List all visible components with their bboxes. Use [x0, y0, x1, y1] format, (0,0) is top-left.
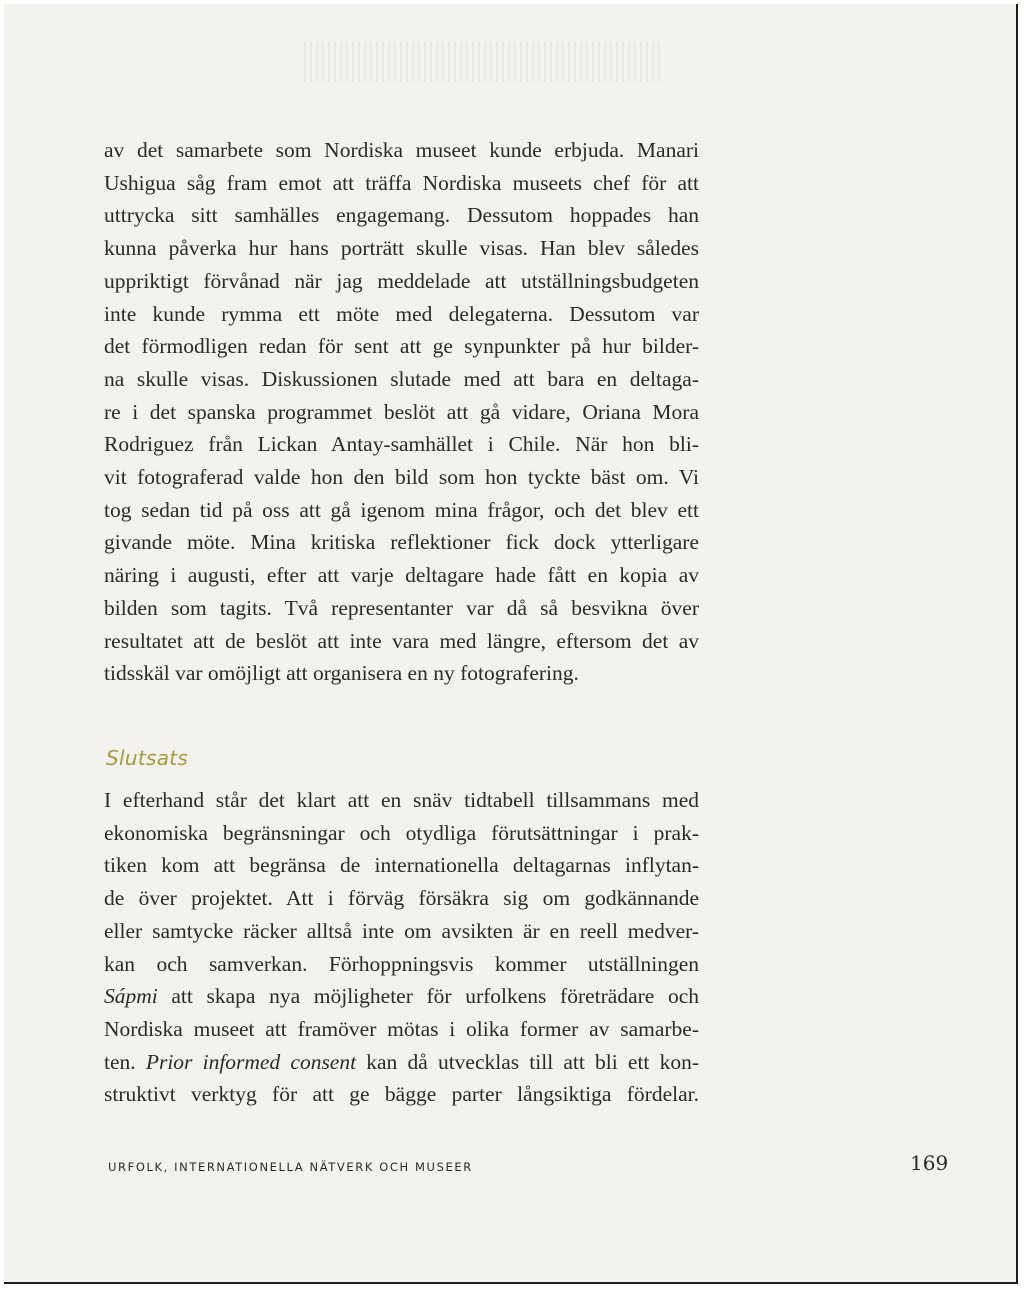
- line-text: att skapa nya möjligheter för urfolkens företrädare och: [157, 984, 699, 1009]
- paragraph-line: resultatet att de beslöt att inte vara med längre, eftersom det av: [104, 628, 699, 653]
- paragraph-line: struktivt verktyg för att ge bägge parter långsiktiga fördelar.: [104, 1082, 699, 1107]
- paragraph-line: uppriktigt förvånad när jag meddelade att utställningsbudgeten: [104, 268, 699, 293]
- paragraph-line: ekonomiska begränsningar och otydliga förutsättningar i prak-: [104, 820, 699, 845]
- line-text: kan då utvecklas till att bli ett kon-: [356, 1049, 699, 1074]
- paragraph-line: Ushigua såg fram emot att träffa Nordiska museets chef för att: [104, 170, 699, 195]
- section-heading: Slutsats: [106, 746, 189, 770]
- book-page: [4, 4, 1018, 1284]
- paragraph-line: [104, 1046, 699, 1079]
- paragraph-line: det förmodligen redan för sent att ge synpunkter på hur bilder-: [104, 334, 699, 359]
- italic-term: Prior informed consent: [145, 1049, 357, 1074]
- paragraph-line: givande möte. Mina kritiska reflektioner fick dock ytterligare: [104, 530, 699, 555]
- paragraph-line: tog sedan tid på oss att gå igenom mina frågor, och det blev ett: [104, 497, 699, 522]
- paragraph-2: [104, 784, 699, 1111]
- paragraph-line: inte kunde rymma ett möte med delegaterna. Dessutom var: [104, 301, 699, 326]
- italic-title: Sápmi: [104, 984, 158, 1009]
- paragraph-line: re i det spanska programmet beslöt att gå vidare, Oriana Mora: [104, 399, 699, 424]
- paragraph-line: na skulle visas. Diskussionen slutade med att bara en deltaga-: [104, 366, 699, 391]
- paragraph-line: av det samarbete som Nordiska museet kunde erbjuda. Manari: [104, 138, 699, 162]
- paragraph-line: kunna påverka hur hans porträtt skulle visas. Han blev således: [104, 236, 699, 261]
- paragraph-line: Rodriguez från Lickan Antay-samhället i Chile. När hon bli-: [104, 432, 699, 457]
- page-number: 169: [910, 1151, 949, 1175]
- paragraph-line: vit fotograferad valde hon den bild som hon tyckte bäst om. Vi: [104, 465, 699, 490]
- show-through-text: [304, 42, 664, 82]
- paragraph-line: eller samtycke räcker alltså inte om avsikten är en reell medver-: [104, 918, 699, 943]
- paragraph-line: kan och samverkan. Förhoppningsvis kommer utställningen: [104, 951, 699, 976]
- paragraph-line: bilden som tagits. Två representanter var då så besvikna över: [104, 595, 699, 620]
- paragraph-line: uttrycka sitt samhälles engagemang. Dessutom hoppades han: [104, 203, 699, 228]
- paragraph-1: [104, 134, 699, 690]
- paragraph-line: [104, 980, 699, 1013]
- paragraph-line: de över projektet. Att i förväg försäkra sig om godkännande: [104, 886, 699, 911]
- running-footer-title: URFOLK, INTERNATIONELLA NÄTVERK OCH MUSEER: [108, 1160, 473, 1174]
- paragraph-line: Nordiska museet att framöver mötas i olika former av samarbe-: [104, 1016, 699, 1041]
- paragraph-line: tiken kom att begränsa de internationella deltagarnas inflytan-: [104, 853, 699, 878]
- paragraph-line: näring i augusti, efter att varje deltagare hade fått en kopia av: [104, 563, 699, 588]
- paragraph-line: I efterhand står det klart att en snäv tidtabell tillsammans med: [104, 788, 699, 812]
- line-text: ten.: [104, 1049, 146, 1074]
- paragraph-line: tidsskäl var omöjligt att organisera en ny fotografering.: [104, 661, 579, 686]
